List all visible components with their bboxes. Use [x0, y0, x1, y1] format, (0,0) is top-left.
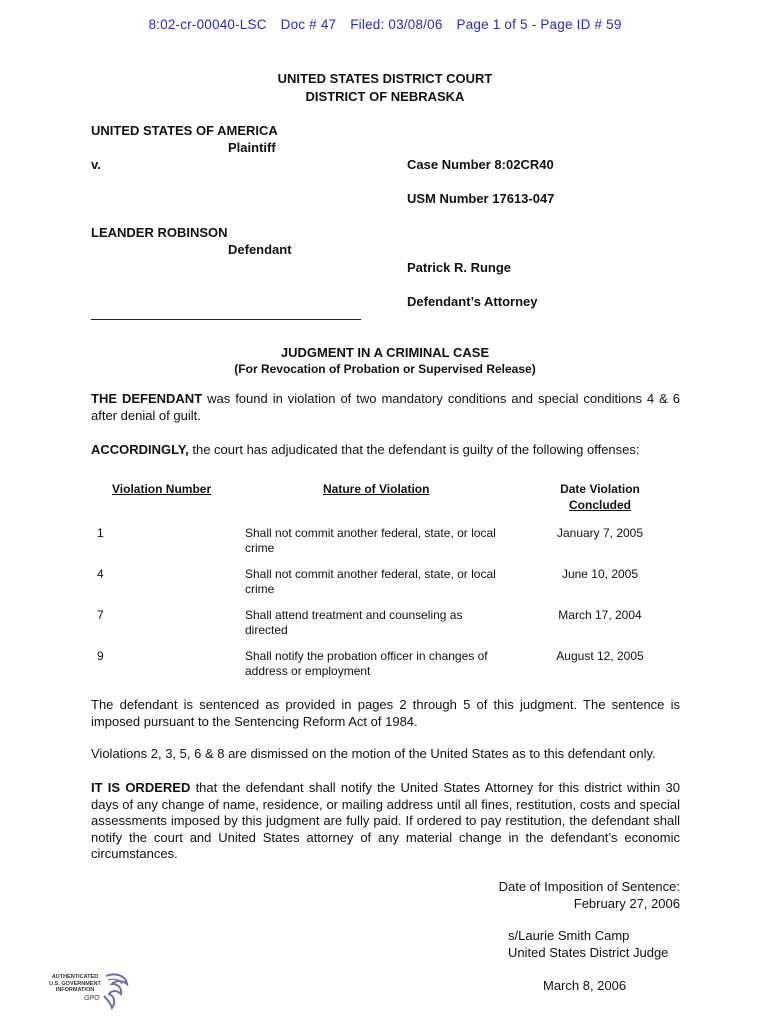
judgment-subtitle: (For Revocation of Probation or Supervised Release): [234, 362, 536, 376]
caption-divider: [91, 319, 361, 320]
row-2-date: June 10, 2005: [561, 567, 639, 581]
row-2-nature-line2: crime: [245, 582, 275, 596]
court-district: DISTRICT OF NEBRASKA: [305, 89, 465, 104]
defendant-role: Defendant: [228, 242, 292, 257]
case-number: Case Number 8:02CR40: [407, 157, 554, 172]
signature-date: March 8, 2006: [543, 978, 627, 993]
row-3-nature-line2: directed: [245, 623, 288, 637]
imposition-date: February 27, 2006: [573, 896, 680, 911]
seal-line-3: INFORMATION: [55, 987, 95, 993]
filed-date: Filed: 03/08/06: [350, 17, 443, 32]
row-3-number: 7: [97, 608, 104, 622]
accordingly-text: the court has adjudicated that the defendant is guilty of the following offenses:: [188, 442, 640, 457]
header-nature: Nature of Violation: [323, 482, 430, 496]
judge-signature: s/Laurie Smith Camp: [508, 928, 630, 943]
plaintiff-role: Plaintiff: [228, 140, 276, 155]
plaintiff-name: UNITED STATES OF AMERICA: [91, 123, 278, 138]
accordingly-paragraph: [91, 442, 680, 459]
usm-number: USM Number 17613-047: [407, 191, 555, 206]
row-2-number: 4: [97, 567, 104, 581]
header-violation-number: Violation Number: [112, 482, 212, 496]
attorney-role: Defendant’s Attorney: [407, 294, 538, 309]
defendant-text: was found in violation of two mandatory conditions and special conditions 4 & 6 after denial of guilt.: [91, 391, 680, 423]
attorney-name: Patrick R. Runge: [407, 260, 512, 275]
header-date-line2: Concluded: [569, 498, 631, 512]
judgment-title: JUDGMENT IN A CRIMINAL CASE: [280, 345, 490, 360]
gpo-authentication-seal: [44, 972, 134, 1014]
seal-line-2: U.S. GOVERNMENT: [49, 980, 101, 987]
seal-line-1: AUTHENTICATED: [51, 974, 99, 980]
ordered-paragraph: [91, 780, 680, 863]
row-2-nature-line1: Shall not commit another federal, state, or local: [245, 567, 496, 581]
row-1-number: 1: [97, 526, 104, 540]
judge-title: United States District Judge: [508, 945, 669, 960]
row-4-number: 9: [97, 649, 104, 663]
ordered-lead: IT IS ORDERED: [91, 780, 191, 795]
defendant-lead: THE DEFENDANT: [91, 391, 203, 406]
document-number: Doc # 47: [280, 17, 337, 32]
row-4-nature-line2: address or employment: [245, 664, 371, 678]
row-4-date: August 12, 2005: [556, 649, 644, 663]
accordingly-lead: ACCORDINGLY,: [91, 442, 189, 457]
page-info: Page 1 of 5 - Page ID # 59: [456, 17, 622, 32]
case-reference: 8:02-cr-00040-LSC: [148, 17, 267, 32]
ordered-text: that the defendant shall notify the United States Attorney for this district within 30 days of any change of name, residence, or mailing address until all fines, restitution, costs and special assessments imposed by this judgment are fully paid. If ordered to pay restitution, the defendant shall notify the court and United States attorney of any material change in the defendant’s economic circumstances.: [91, 780, 680, 861]
row-1-nature-line1: Shall not commit another federal, state, or local: [245, 526, 496, 540]
versus: v.: [91, 157, 101, 172]
court-name: UNITED STATES DISTRICT COURT: [277, 71, 493, 86]
defendant-name: LEANDER ROBINSON: [91, 225, 228, 240]
row-1-date: January 7, 2005: [556, 526, 644, 540]
seal-gpo-mark: GPO: [84, 995, 100, 1002]
dismissed-paragraph: Violations 2, 3, 5, 6 & 8 are dismissed on the motion of the United States as to this defendant only.: [91, 746, 656, 761]
row-4-nature-line1: Shall notify the probation officer in changes of: [245, 649, 488, 663]
sentence-paragraph: The defendant is sentenced as provided in pages 2 through 5 of this judgment. The sentence is imposed pursuant to the Sentencing Reform Act of 1984.: [91, 697, 680, 729]
defendant-paragraph: [91, 391, 680, 424]
header-date-line1: Date Violation: [560, 482, 640, 496]
filing-header: [0, 17, 770, 32]
eagle-icon: [102, 972, 130, 1012]
row-3-date: March 17, 2004: [558, 608, 642, 622]
imposition-label: Date of Imposition of Sentence:: [498, 879, 680, 894]
row-1-nature-line2: crime: [245, 541, 275, 555]
row-3-nature-line1: Shall attend treatment and counseling as: [245, 608, 463, 622]
